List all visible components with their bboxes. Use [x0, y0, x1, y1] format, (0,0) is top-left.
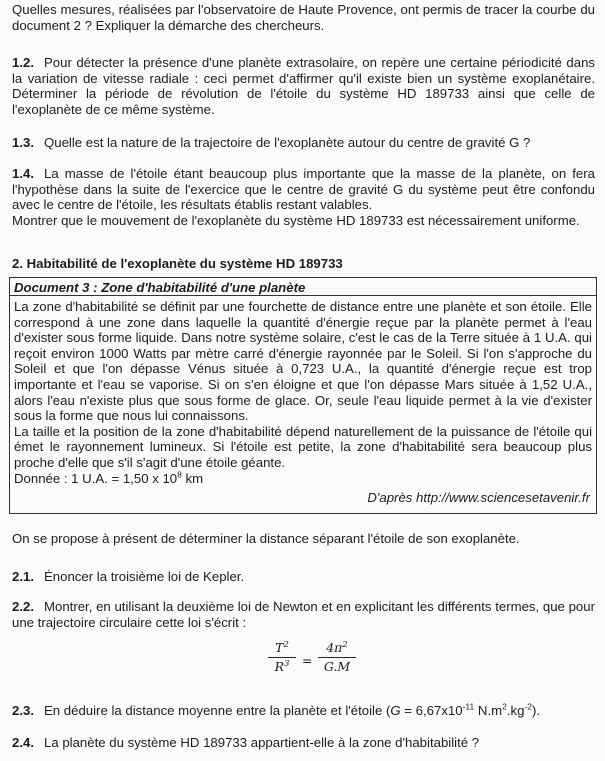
question-text: La planète du système HD 189733 appartient-elle à la zone d'habitabilité ?	[44, 735, 480, 750]
question-number: 1.2.	[12, 55, 34, 70]
question-text: Énoncer la troisième loi de Kepler.	[44, 569, 245, 584]
formula-rhs: $4\pi^2$ G.M	[318, 640, 356, 675]
question-number: 2.1.	[12, 569, 34, 584]
document-3-title: Document 3 : Zone d'habitabilité d'une planète	[10, 278, 596, 296]
question-text: Pour détecter la présence d'une planète extrasolaire, on repère une certaine périodicité dans la variation de vitesse radiale : ceci permet d'affirmer qu'il existe bien un système exoplanétaire. Déterminer la période de révolution de l'étoile du système HD 189733 ainsi que celle de l'exoplanète de ce même système.	[12, 55, 595, 117]
document-3-donnee: Donnée : 1 U.A. = 1,50 x $10^8$ km	[14, 469, 204, 486]
formula-equals: =	[302, 653, 313, 668]
question-number: 2.3.	[12, 703, 34, 718]
document-3-box	[9, 277, 597, 514]
document-3-paragraph-1: La zone d'habitabilité se définit par une fourchette de distance entre une planète et son étoile. Elle correspond à une zone dans laquelle la quantité d'énergie reçue par la planète permet à l'eau d'exister sous forme liquide. Dans notre système solaire, c'est le cas de la Terre située à 1 U.A. qui reçoit environ 1000 Watts par mètre carré d'énergie rayonnée par le Soleil. Si l'on s'approche du Soleil et que l'on dépasse Vénus située à 0,723 U.A., la quantité d'énergie reçue est trop importante et l'eau se vaporise. Si on s'en éloigne et que l'on dépasse Mars située à 1,52 U.A., alors l'eau n'existe plus que sous forme de glace. Or, seule l'eau liquide permet à la vie d'exister sous la forme que nous lui connaissons.	[14, 299, 592, 424]
question-text: Quelle est la nature de la trajectoire de l'exoplanète autour du centre de gravité G ?	[44, 135, 531, 150]
section-2-heading: 2. Habitabilité de l'exoplanète du système HD 189733	[12, 256, 343, 271]
document-3-source: D'après http://www.sciencesetavenir.fr	[367, 490, 590, 506]
question-number: 2.4.	[12, 735, 34, 750]
question-text: La masse de l'étoile étant beaucoup plus importante que la masse de la planète, on fera l'hypothèse dans la suite de l'exercice que le centre de gravité G du système peut être confondu avec le centre de l'étoile, les résultats établis restant valables.	[12, 166, 595, 213]
document-3-body	[10, 296, 596, 506]
kepler-formula	[268, 640, 358, 684]
question-2-1	[12, 569, 595, 585]
question-1-3	[12, 135, 595, 151]
question-1-2	[12, 55, 595, 117]
question-number: 1.3.	[12, 135, 34, 150]
formula-lhs: $T^2$ $R^3$	[268, 640, 296, 675]
intro-question: Quelles mesures, réalisées par l'observatoire de Haute Provence, ont permis de tracer la courbe du document 2 ? Expliquer la démarche des chercheurs.	[12, 2, 595, 33]
question-2-2	[12, 599, 595, 630]
question-2-3: 2.3. En déduire la distance moyenne entre la planète et l'étoile ($G = 6,67x10^{-11}$ $N.m^2.kg^{-2}$).	[12, 701, 541, 718]
question-number: 2.2.	[12, 599, 34, 614]
question-number: 1.4.	[12, 166, 34, 181]
intro-part-2: On se propose à présent de déterminer la distance séparant l'étoile de son exoplanète.	[12, 531, 520, 546]
document-3-paragraph-2: La taille et la position de la zone d'habitabilité dépend naturellement de la puissance de l'étoile qui émet le rayonnement lumineux. Si l'étoile est petite, la zone d'habitabilité sera beaucoup plus proche d'elle que s'il s'agit d'une étoile géante.	[14, 423, 592, 470]
question-text-2: Montrer que le mouvement de l'exoplanète du système HD 189733 est nécessairement uniforme.	[12, 212, 580, 228]
question-text: Montrer, en utilisant la deuxième loi de Newton et en explicitant les différents termes, que pour une trajectoire circulaire cette loi s'écrit :	[12, 599, 595, 630]
question-1-4	[12, 166, 595, 228]
question-2-4	[12, 735, 595, 751]
